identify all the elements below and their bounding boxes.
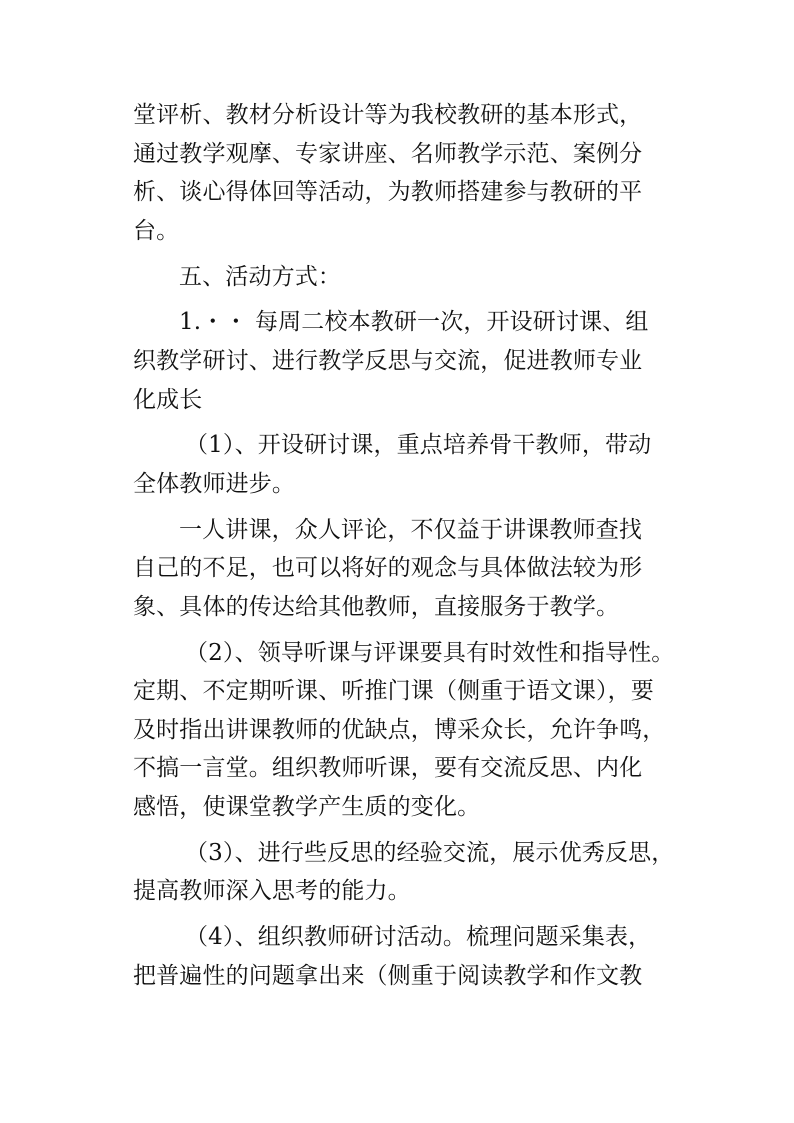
- document-line: 堂评析、教材分析设计等为我校教研的基本形式，: [133, 102, 643, 128]
- paragraph-spacer: [133, 827, 669, 834]
- document-line: 一人讲课，众人评论，不仅益于讲课教师查找: [179, 516, 642, 543]
- document-line: 不搞一言堂。组织教师听课，要有交流反思、内化: [133, 755, 643, 782]
- paragraph-spacer: [133, 419, 669, 426]
- subsection-heading: （2）、领导听课与评课要具有时效性和指导性。: [185, 639, 675, 666]
- document-line: 感悟，使课堂教学产生质的变化。: [133, 794, 481, 821]
- paragraph-spacer: [133, 626, 669, 633]
- document-line: 全体教师进步。: [133, 470, 296, 497]
- document-body: [133, 96, 675, 995]
- subsection-heading: （3）、进行些反思的经验交流，展示优秀反思，: [185, 839, 675, 866]
- paragraph-spacer: [133, 504, 669, 511]
- subsection-heading: （4）、组织教师研讨活动。梳理问题采集表，: [185, 924, 652, 951]
- list-item-heading: 1.・・ 每周二校本教研一次，开设研讨课、组: [179, 309, 649, 336]
- document-line: 把普遍性的问题拿出来（侧重于阅读教学和作文教: [133, 962, 643, 989]
- document-line: 定期、不定期听课、听推门课（侧重于语文课），要: [133, 678, 654, 705]
- subsection-heading: （1）、开设研讨课，重点培养骨干教师，带动: [185, 432, 652, 459]
- document-line: 析、谈心得体回等活动，为教师搭建参与教研的平: [133, 179, 643, 206]
- document-line: 织教学研讨、进行教学反思与交流，促进教师专业: [133, 347, 643, 374]
- document-line: 自己的不足，也可以将好的观念与具体做法较为形: [133, 555, 643, 582]
- document-line: 化成长: [133, 386, 203, 413]
- document-line: 台。: [133, 217, 180, 244]
- paragraph-spacer: [133, 296, 669, 303]
- document-line: 及时指出讲课教师的优缺点，博采众长，允许争鸣，: [133, 716, 666, 743]
- document-line: 提高教师深入思考的能力。: [133, 878, 411, 905]
- document-line: 通过教学观摩、专家讲座、名师教学示范、案例分: [133, 140, 643, 167]
- paragraph-spacer: [133, 250, 669, 257]
- document-line: 象、具体的传达给其他教师，直接服务于教学。: [133, 593, 620, 620]
- section-heading: 五、活动方式：: [179, 263, 342, 290]
- paragraph-spacer: [133, 911, 669, 918]
